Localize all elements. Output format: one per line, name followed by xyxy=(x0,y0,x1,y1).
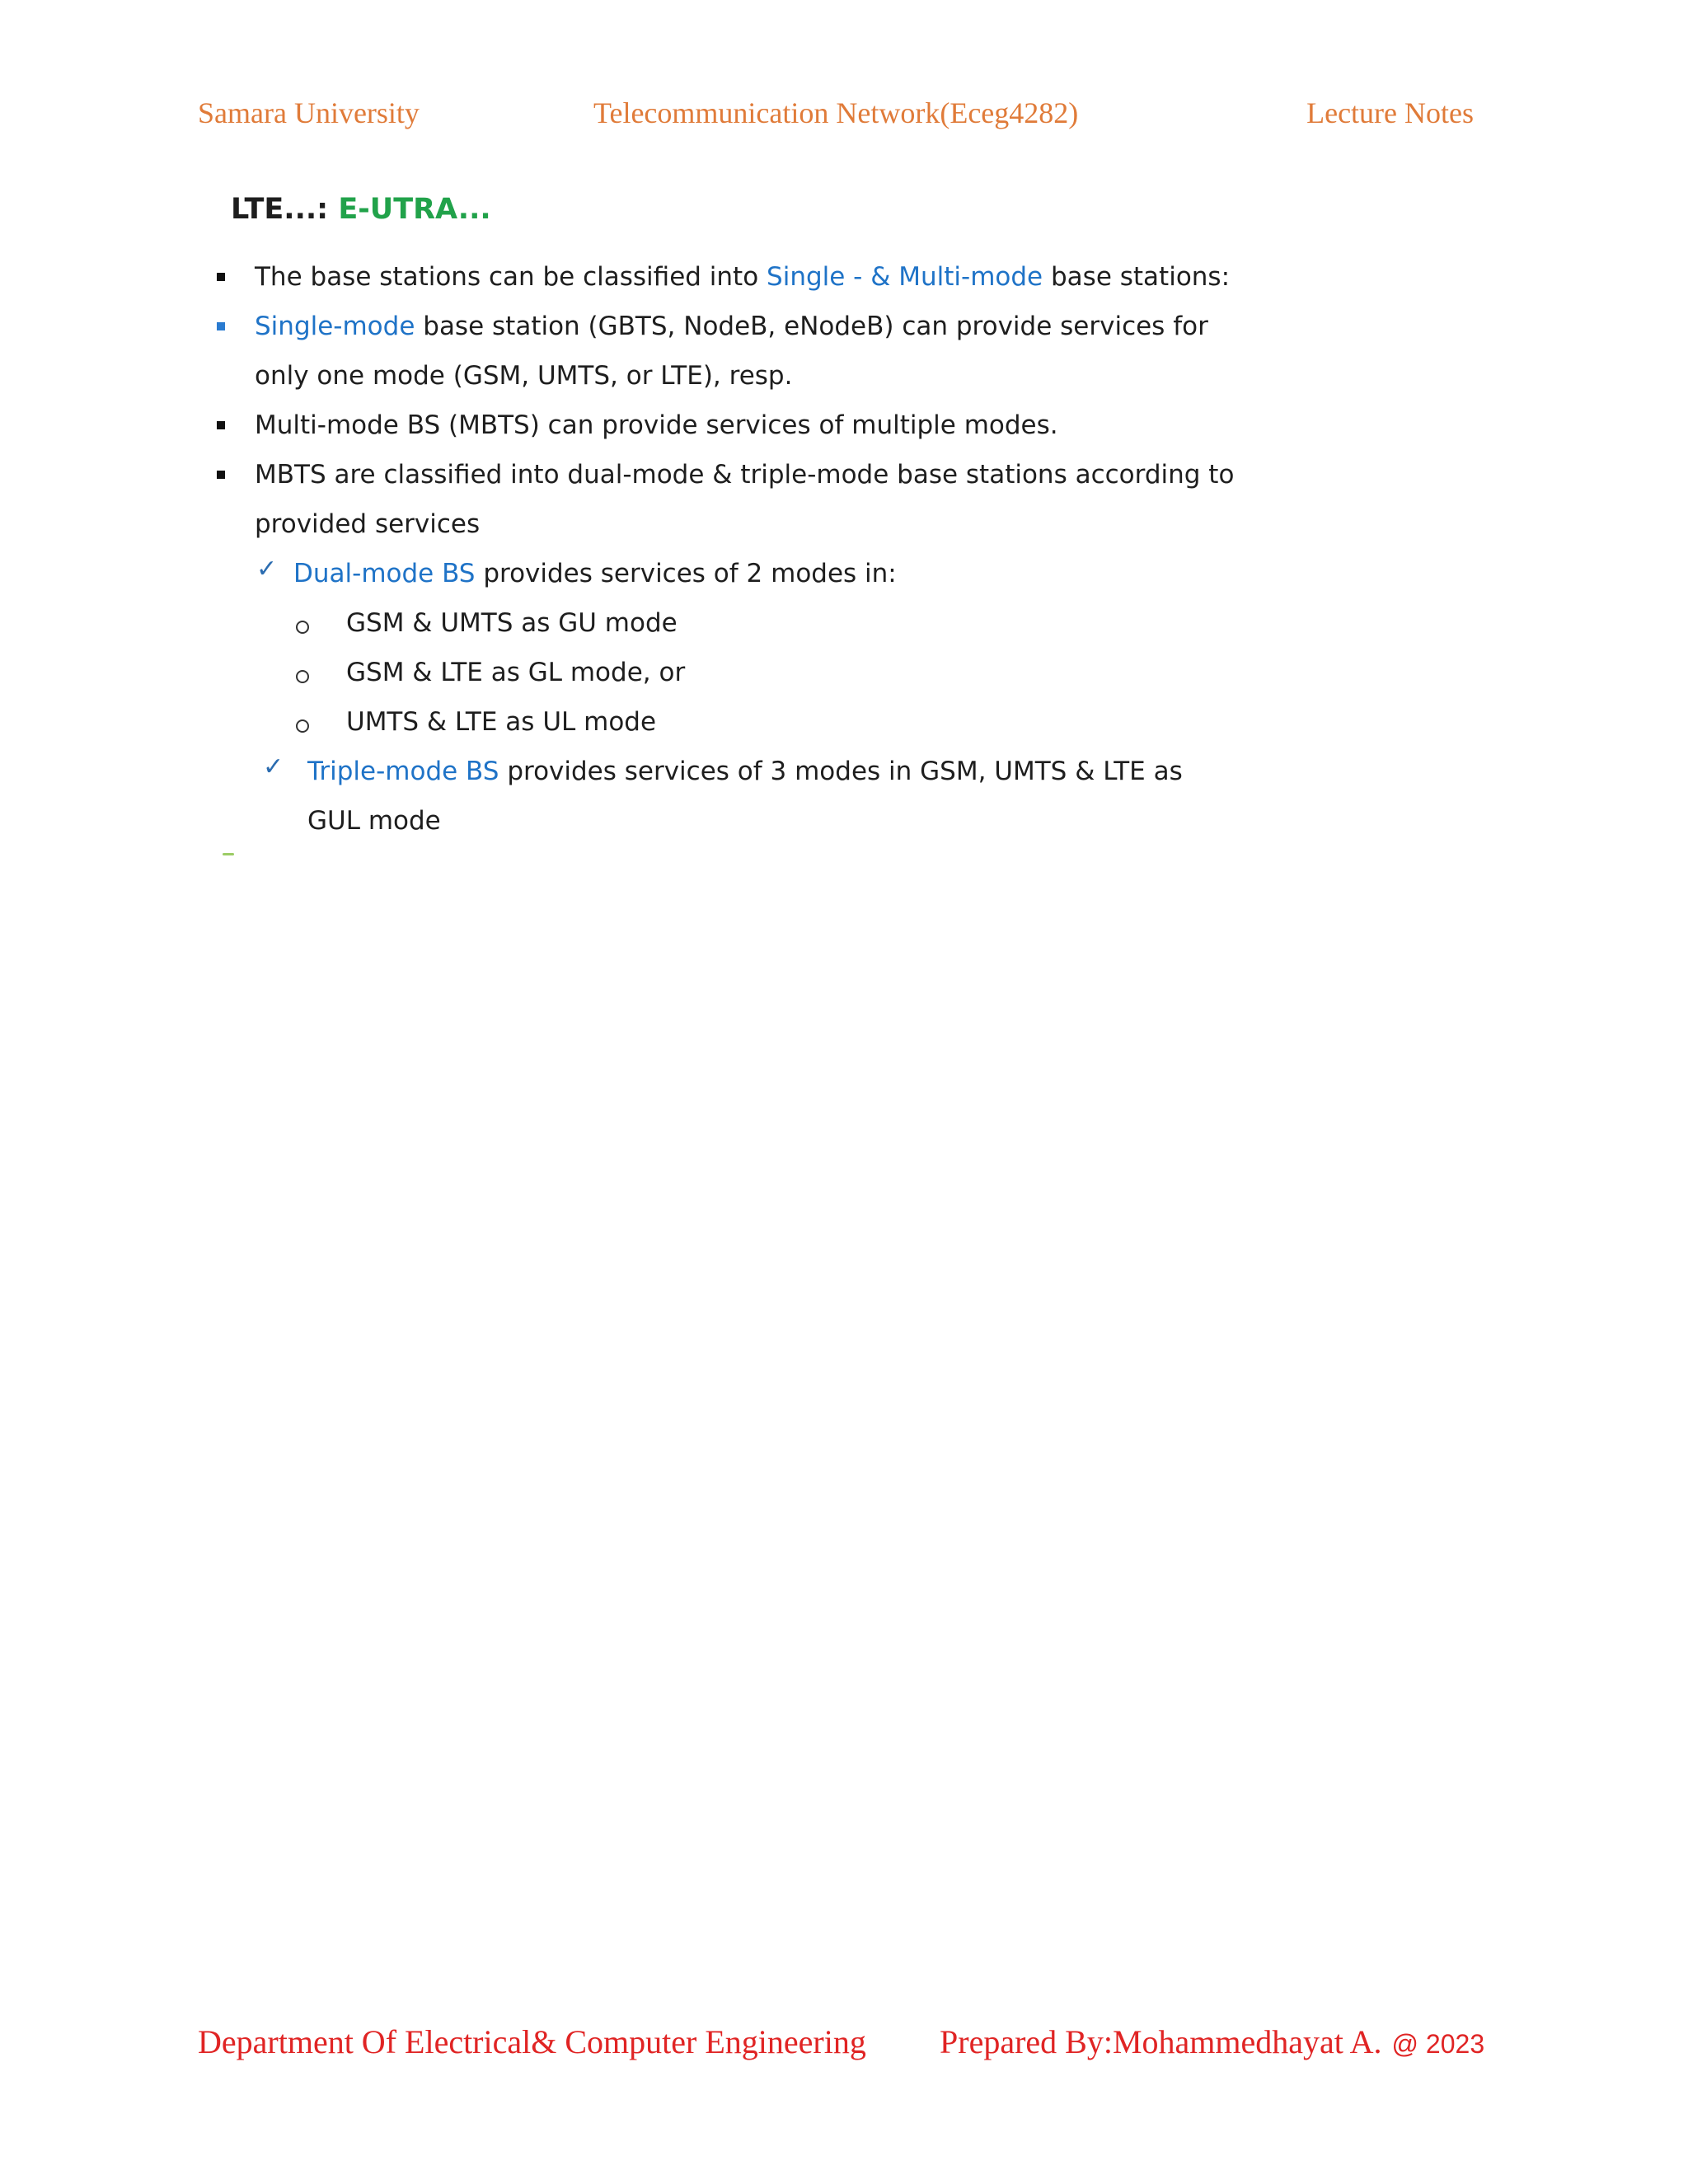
check-item-highlight: Dual-mode BS xyxy=(293,559,476,588)
slide-title xyxy=(231,193,491,226)
circle-bullet-icon xyxy=(296,670,309,683)
check-item-dual-mode xyxy=(293,559,897,588)
check-icon: ✓ xyxy=(263,752,284,781)
sub-item-gl: GSM & LTE as GL mode, or xyxy=(346,658,686,687)
decorative-mark xyxy=(223,853,234,855)
header-doc-type: Lecture Notes xyxy=(1306,96,1474,129)
sub-item-ul: UMTS & LTE as UL mode xyxy=(346,707,657,737)
check-item-triple-mode xyxy=(307,757,1183,786)
bullet-text: The base stations can be classified into xyxy=(255,262,767,292)
footer-author-text: Prepared By:Mohammedhayat A. xyxy=(940,2023,1382,2060)
header-university: Samara University xyxy=(198,96,420,129)
bullet-mbts-classified: MBTS are classified into dual-mode & triple-mode base stations according to xyxy=(255,460,1235,490)
check-item-text: provides services of 3 modes in GSM, UMTS & LTE as xyxy=(499,757,1183,786)
circle-bullet-icon xyxy=(296,621,309,634)
footer-author xyxy=(940,2022,1484,2061)
slide-title-prefix: LTE...: xyxy=(231,193,339,226)
square-bullet-icon xyxy=(217,273,225,281)
bullet-text: base stations: xyxy=(1043,262,1231,292)
check-item-text: provides services of 2 modes in: xyxy=(475,559,897,588)
sub-item-gu: GSM & UMTS as GU mode xyxy=(346,608,678,638)
footer-copyright: @ 2023 xyxy=(1391,2029,1485,2059)
bullet-classification xyxy=(255,262,1230,292)
slide-title-highlight: E-UTRA... xyxy=(338,193,491,226)
bullet-text: base station (GBTS, NodeB, eNodeB) can provide services for xyxy=(415,312,1208,341)
check-icon: ✓ xyxy=(256,555,278,583)
footer-department: Department Of Electrical& Computer Engineering xyxy=(198,2023,866,2060)
square-bullet-icon xyxy=(217,421,225,429)
bullet-mbts-classified-continued: provided services xyxy=(255,509,481,539)
check-item-highlight: Triple-mode BS xyxy=(307,757,499,786)
bullet-single-mode-continued: only one mode (GSM, UMTS, or LTE), resp. xyxy=(255,361,793,391)
bullet-single-mode xyxy=(255,312,1208,341)
bullet-highlight: Single-mode xyxy=(255,312,415,341)
bullet-highlight: Single - & Multi-mode xyxy=(767,262,1043,292)
check-item-triple-mode-continued: GUL mode xyxy=(307,806,441,836)
square-bullet-icon xyxy=(217,322,225,330)
header-course: Telecommunication Network(Eceg4282) xyxy=(593,96,1079,129)
circle-bullet-icon xyxy=(296,719,309,733)
square-bullet-icon xyxy=(217,471,225,479)
bullet-multi-mode: Multi-mode BS (MBTS) can provide services of multiple modes. xyxy=(255,410,1058,440)
